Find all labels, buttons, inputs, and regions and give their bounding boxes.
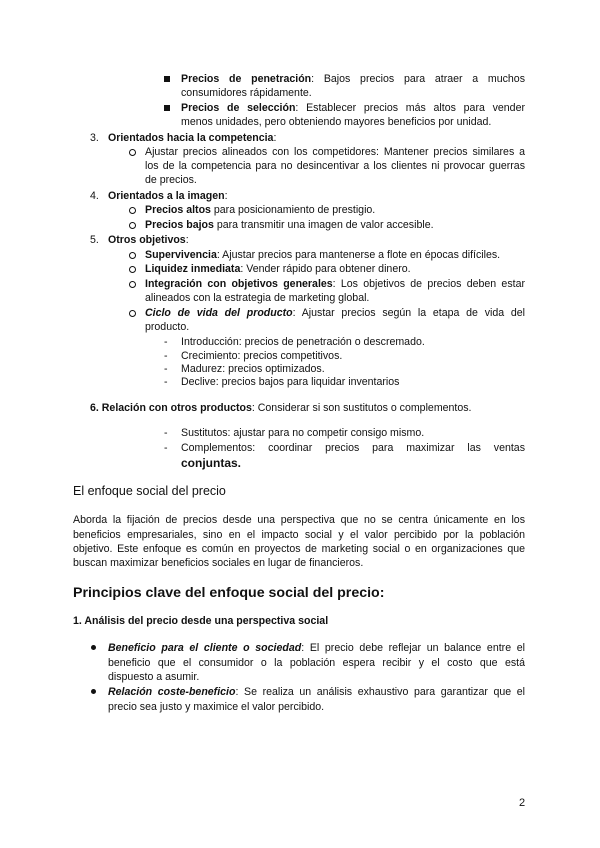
paragraph-line-2: beneficios empresariales, sino en el impacto social y el valor percibido por la población xyxy=(73,529,525,541)
term-seleccion: Precios de selección xyxy=(181,102,296,114)
list-item-penetracion xyxy=(181,72,525,86)
term-penetracion: Precios de penetración xyxy=(181,73,312,85)
text-integracion-l2: alineados con la estrategia de marketing global. xyxy=(145,292,370,304)
item3-colon: : xyxy=(273,132,277,144)
item5-title: Otros objetivos xyxy=(108,234,186,246)
term-precios-bajos: Precios bajos xyxy=(145,219,214,231)
text-complementos-l1: Complementos: coordinar precios para maximizar las ventas xyxy=(181,442,525,454)
paragraph-line-4: buscan maximizar beneficios sociales en lugar de financieros. xyxy=(73,557,364,569)
text-seleccion-l1: : Establecer precios más altos para vender xyxy=(295,102,525,114)
paragraph-line-1: Aborda la fijación de precios desde una perspectiva que no se centra únicamente en los xyxy=(73,514,525,526)
dash-marker: - xyxy=(164,336,168,348)
section-heading-principios: Principios clave del enfoque social del precio: xyxy=(73,585,385,601)
stage-introduccion: Introducción: precios de penetración o descremado. xyxy=(181,336,425,348)
list-item-relacion xyxy=(90,401,472,415)
term-beneficio: Beneficio para el cliente o sociedad xyxy=(108,642,302,654)
list-number-4: 4. xyxy=(90,190,99,202)
term-supervivencia: Supervivencia xyxy=(145,249,217,261)
text-competencia-l2: los de la competencia para no desincentivar a los clientes ni provocar guerras xyxy=(145,160,525,172)
text-precios-altos: para posicionamiento de prestigio. xyxy=(210,204,376,216)
sub-heading-analisis: 1. Análisis del precio desde una perspectiva social xyxy=(73,615,329,627)
paragraph-line-3: objetivo. Este enfoque es común en proyectos de marketing social o en organizaciones que xyxy=(73,543,525,555)
text-competencia-l3: de precios. xyxy=(145,174,197,186)
bullet-dot-icon xyxy=(91,645,96,650)
list-item-beneficio xyxy=(108,641,525,655)
item4-colon: : xyxy=(224,190,228,202)
text-penetracion-l2: consumidores rápidamente. xyxy=(181,87,312,99)
heading-orientados-imagen xyxy=(108,189,228,203)
text-penetracion-l1: : Bajos precios para atraer a muchos xyxy=(311,73,525,85)
list-item-integracion xyxy=(145,277,525,291)
text-beneficio-l2: beneficio que el consumidor o la población espera recibir y el costo que está xyxy=(108,657,525,669)
item5-colon: : xyxy=(185,234,189,246)
text-liquidez: : Vender rápido para obtener dinero. xyxy=(240,263,411,275)
dash-marker: - xyxy=(164,350,168,362)
term-liquidez: Liquidez inmediata xyxy=(145,263,241,275)
term-coste-beneficio: Relación coste-beneficio xyxy=(108,686,236,698)
term-integracion: Integración con objetivos generales xyxy=(145,278,333,290)
dash-marker: - xyxy=(164,442,168,454)
stage-crecimiento: Crecimiento: precios competitivos. xyxy=(181,350,343,362)
text-integracion-l1: : Los objetivos de precios deben estar xyxy=(332,278,525,290)
item3-title: Orientados hacia la competencia xyxy=(108,132,274,144)
text-competencia-l1: Ajustar precios alineados con los competidores: Mantener precios similares a xyxy=(145,146,525,158)
square-bullet-icon xyxy=(164,105,170,111)
list-item-liquidez xyxy=(145,262,411,276)
section-heading-enfoque-social: El enfoque social del precio xyxy=(73,484,226,498)
circle-bullet-icon xyxy=(129,207,136,214)
text-ciclo-l1: : Ajustar precios según la etapa de vida del xyxy=(292,307,525,319)
term-ciclo: Ciclo de vida del producto xyxy=(145,307,293,319)
list-item-precios-bajos xyxy=(145,218,434,232)
text-relacion: : Considerar si son sustitutos o complementos. xyxy=(251,402,472,414)
circle-bullet-icon xyxy=(129,310,136,317)
list-item-supervivencia xyxy=(145,248,500,262)
circle-bullet-icon xyxy=(129,252,136,259)
page-number: 2 xyxy=(519,797,526,809)
text-supervivencia: : Ajustar precios para mantenerse a flote en épocas difíciles. xyxy=(216,249,501,261)
term-precios-altos: Precios altos xyxy=(145,204,211,216)
text-coste-beneficio-l2: precio sea justo y maximice el valor percibido. xyxy=(108,701,325,713)
circle-bullet-icon xyxy=(129,149,136,156)
list-item-precios-altos xyxy=(145,203,375,217)
heading-otros-objetivos xyxy=(108,233,189,247)
heading-orientados-competencia xyxy=(108,131,276,145)
text-beneficio-l3: dispuesto a asumir. xyxy=(108,671,200,683)
circle-bullet-icon xyxy=(129,266,136,273)
dash-marker: - xyxy=(164,427,168,439)
term-relacion: 6. Relación con otros productos xyxy=(90,402,252,414)
circle-bullet-icon xyxy=(129,281,136,288)
text-coste-beneficio-l1: : Se realiza un análisis exhaustivo para garantizar que el xyxy=(235,686,525,698)
text-precios-bajos: para transmitir una imagen de valor accesible. xyxy=(213,219,434,231)
text-ciclo-l2: producto. xyxy=(145,321,190,333)
list-item-ciclo xyxy=(145,306,525,320)
dash-marker: - xyxy=(164,363,168,375)
circle-bullet-icon xyxy=(129,222,136,229)
dash-marker: - xyxy=(164,376,168,388)
list-item-coste-beneficio xyxy=(108,685,525,699)
list-number-3: 3. xyxy=(90,132,99,144)
list-number-5: 5. xyxy=(90,234,99,246)
stage-madurez: Madurez: precios optimizados. xyxy=(181,363,325,375)
square-bullet-icon xyxy=(164,76,170,82)
text-beneficio-l1: : El precio debe reflejar un balance entre el xyxy=(301,642,525,654)
bullet-dot-icon xyxy=(91,689,96,694)
stage-declive: Declive: precios bajos para liquidar inventarios xyxy=(181,376,400,388)
item4-title: Orientados a la imagen xyxy=(108,190,225,202)
list-item-seleccion xyxy=(181,101,525,115)
text-complementos-l2: conjuntas. xyxy=(181,456,242,470)
text-seleccion-l2: menos unidades, pero obteniendo mayores beneficios por unidad. xyxy=(181,116,492,128)
text-sustitutos: Sustitutos: ajustar para no competir consigo mismo. xyxy=(181,427,425,439)
